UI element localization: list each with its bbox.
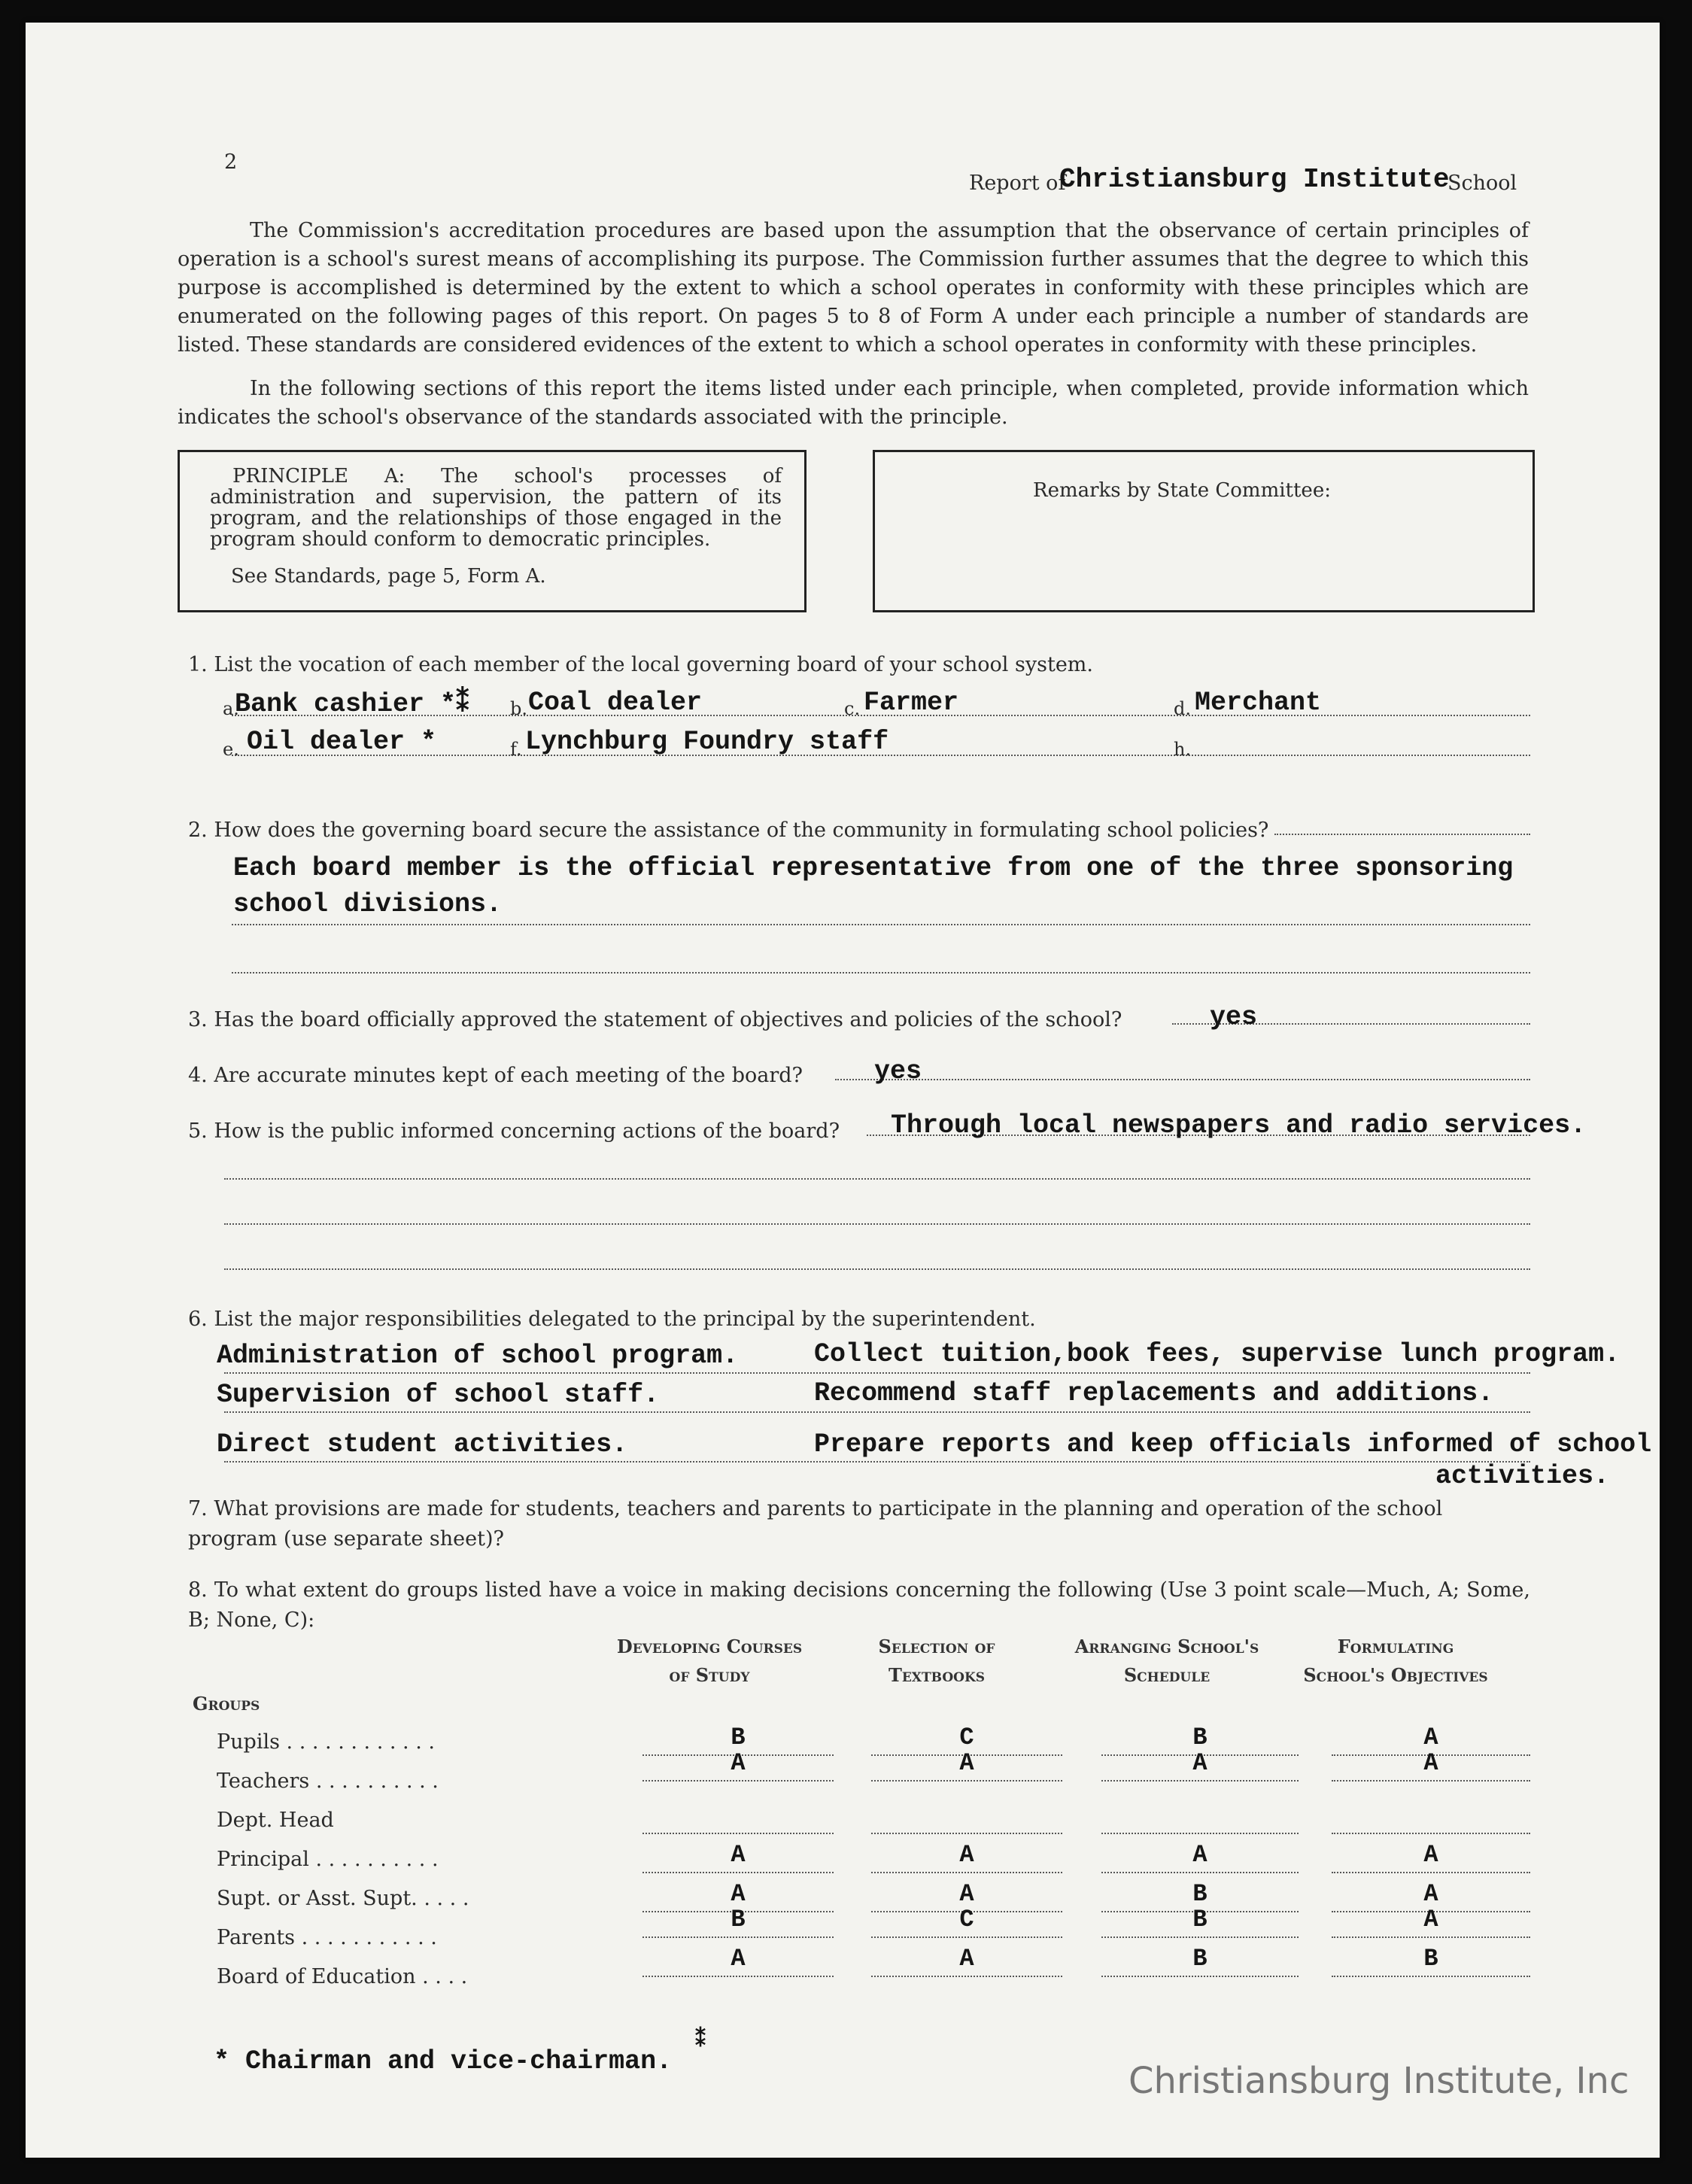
question-8: 8. To what extent do groups listed have a voice in making decisions concerning the following (Use 3 point scale—Much, A; Some, B; None, C): (188, 1578, 1530, 1632)
cell (871, 1800, 1062, 1834)
header-selection-textbooks: Selection of Textbooks (878, 1636, 995, 1686)
q5-line-1 (224, 1178, 1530, 1180)
header-developing-courses: Developing Courses of Study (616, 1636, 803, 1686)
school-name: Christiansburg Institute (1059, 164, 1450, 195)
watermark: Christiansburg Institute, Inc (1129, 2060, 1630, 2102)
remarks-label: Remarks by State Committee: (1033, 479, 1331, 502)
cell: A (642, 1839, 834, 1873)
q3-answer: yes (1210, 1002, 1258, 1032)
row-label: Board of Education . . . . (217, 1965, 468, 1988)
cell: A (1332, 1747, 1530, 1782)
intro-paragraph-2: In the following sections of this report the items listed under each principle, when completed, provide information which indicates the school's observance of the standards associated with the principle. (178, 377, 1529, 429)
q6-left-1: Administration of school program. (217, 1341, 739, 1371)
q2-line-1 (232, 924, 1530, 925)
row-label: Dept. Head (217, 1809, 334, 1832)
q1-answer-c: Farmer (864, 688, 959, 718)
cell: A (642, 1747, 834, 1782)
q2-line-2 (232, 972, 1530, 974)
cell (642, 1800, 834, 1834)
cell: B (1101, 1721, 1299, 1756)
cell: B (1101, 1878, 1299, 1912)
q5-line-2 (224, 1223, 1530, 1225)
cell: A (1332, 1721, 1530, 1756)
document-page (26, 23, 1660, 2158)
cell: C (871, 1721, 1062, 1756)
question-1: 1. List the vocation of each member of the local governing board of your school system. (188, 653, 1093, 676)
q1-answer-d: Merchant (1195, 688, 1322, 718)
groups-table (217, 1724, 1530, 1998)
cell: A (1101, 1747, 1299, 1782)
cell (1101, 1800, 1299, 1834)
q6-left-3: Direct student activities. (217, 1429, 628, 1460)
q1-letter-a: a. (223, 698, 239, 719)
q1-letter-e: e. (223, 739, 239, 760)
q2-answer: Each board member is the official representative from one of the three sponsoring school divisions. (233, 853, 1514, 919)
cell (1332, 1800, 1530, 1834)
footnote-double-asterisk: ⁑ (695, 2030, 706, 2053)
row-label: Principal . . . . . . . . . . (217, 1848, 439, 1871)
row-label: Supt. or Asst. Supt. . . . . (217, 1887, 469, 1910)
q1-answer-a: Bank cashier *⁑ (235, 689, 469, 719)
cell: A (1332, 1878, 1530, 1912)
q4-line (835, 1079, 1530, 1080)
principle-box (178, 450, 807, 612)
q1-letter-h: h. (1174, 739, 1192, 760)
row-label: Pupils . . . . . . . . . . . . (217, 1730, 435, 1754)
row-label: Teachers . . . . . . . . . . (217, 1769, 439, 1793)
header-groups: Groups (193, 1693, 260, 1715)
q1-answer-e: Oil dealer * (247, 727, 437, 757)
cell: A (871, 1747, 1062, 1782)
cell: A (642, 1878, 834, 1912)
row-label: Parents . . . . . . . . . . . (217, 1926, 437, 1949)
page-number: 2 (224, 150, 238, 174)
principle-see-standards: See Standards, page 5, Form A. (231, 565, 546, 588)
q5-answer: Through local newspapers and radio services. (891, 1110, 1587, 1141)
cell: B (642, 1903, 834, 1938)
cell: A (1101, 1839, 1299, 1873)
q1-letter-c: c. (844, 698, 861, 719)
header-formulating-objectives: Formulating School's Objectives (1303, 1636, 1488, 1686)
remarks-box (873, 450, 1535, 612)
q6-line-2 (224, 1411, 1530, 1413)
table-row (217, 1842, 1530, 1881)
question-4: 4. Are accurate minutes kept of each meeting of the board? (188, 1064, 803, 1087)
q2-line-0 (1274, 834, 1530, 835)
q4-answer: yes (874, 1056, 922, 1086)
question-6: 6. List the major responsibilities delegated to the principal by the superintendent. (188, 1308, 1036, 1331)
q6-left-2: Supervision of school staff. (217, 1380, 660, 1410)
cell: C (871, 1903, 1062, 1938)
cell: B (642, 1721, 834, 1756)
q5-line-3 (224, 1268, 1530, 1270)
q6-right-1: Collect tuition,book fees, supervise lunch program. (814, 1339, 1621, 1369)
cell: B (1101, 1903, 1299, 1938)
cell: B (1332, 1943, 1530, 1977)
q1-answer-b: Coal dealer (528, 688, 703, 718)
cell: A (871, 1839, 1062, 1873)
table-row (217, 1945, 1530, 1998)
q1-letter-d: d. (1174, 698, 1191, 719)
q6-right-3-cont: activities. (1435, 1461, 1610, 1491)
q1-letter-f: f. (510, 739, 522, 760)
q1-letter-b: b. (510, 698, 527, 719)
q6-right-2: Recommend staff replacements and additions. (814, 1378, 1494, 1408)
cell: A (871, 1943, 1062, 1977)
question-7: 7. What provisions are made for students, teachers and parents to participate in the planning and operation of the school program (use separate sheet)? (188, 1497, 1443, 1551)
question-2: 2. How does the governing board secure the assistance of the community in formulating school policies? (188, 819, 1269, 842)
intro-paragraph-1: The Commission's accreditation procedures are based upon the assumption that the observance of certain principles of operation is a school's surest means of accomplishing its purpose. The Commission further assumes that the degree to which this purpose is accomplished is determined by the extent to which a school operates in conformity with these principles which are enumerated on the following pages of this report. On pages 5 to 8 of Form A under each principle a number of standards are listed. These standards are considered evidences of the extent to which a school operates in conformity with these principles. (178, 219, 1529, 357)
question-5: 5. How is the public informed concerning actions of the board? (188, 1119, 840, 1143)
cell: A (871, 1878, 1062, 1912)
table-row (217, 1749, 1530, 1803)
footnote-chairman: * Chairman and vice-chairman. (214, 2046, 673, 2076)
cell: A (1332, 1839, 1530, 1873)
cell: A (642, 1943, 834, 1977)
q6-line-3 (224, 1461, 1530, 1463)
q6-line-1 (224, 1372, 1530, 1374)
cell: A (1332, 1903, 1530, 1938)
question-3: 3. Has the board officially approved the statement of objectives and policies of the school? (188, 1008, 1122, 1031)
header-arranging-schedule: Arranging School's Schedule (1074, 1636, 1259, 1686)
principle-text: PRINCIPLE A: The school's processes of administration and supervision, the pattern of its program, and the relationships of those engaged in the program should conform to democratic principles. (210, 465, 782, 551)
q1-answer-f: Lynchburg Foundry staff (525, 727, 889, 757)
table-row (217, 1803, 1530, 1842)
q6-right-3: Prepare reports and keep officials informed of school (814, 1429, 1652, 1460)
cell: B (1101, 1943, 1299, 1977)
school-label: School (1447, 172, 1517, 195)
report-of-label: Report of (969, 172, 1066, 195)
